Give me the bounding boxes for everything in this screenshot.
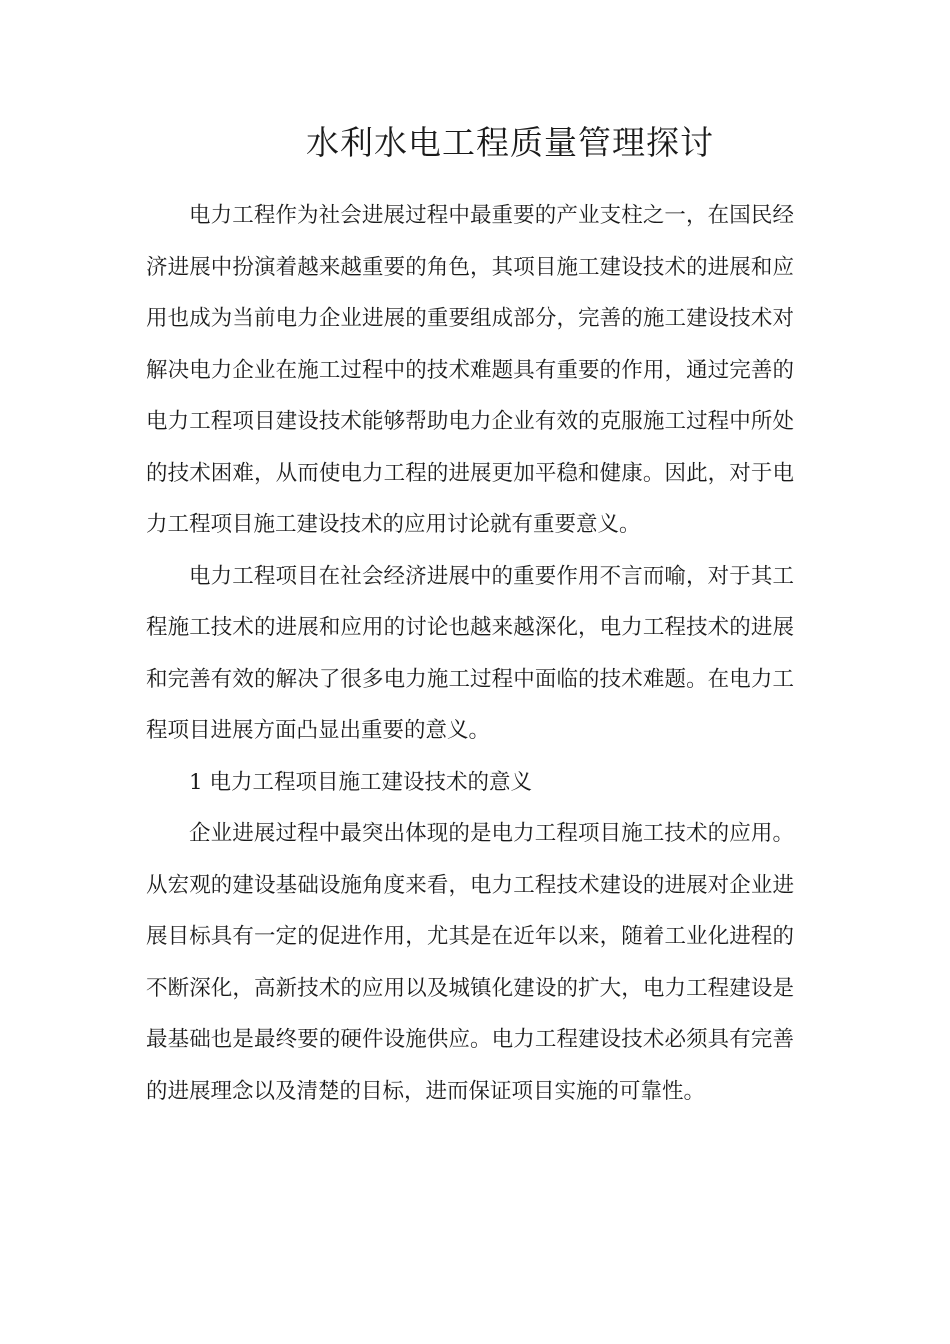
paragraph-intro: 电力工程作为社会进展过程中最重要的产业支柱之一，在国民经济进展中扮演着越来越重要的角色，其项目施工建设技术的进展和应用也成为当前电力企业进展的重要组成部分，完善的施工建设技术对解决电力企业在施工过程中的技术难题具有重要的作用，通过完善的电力工程项目建设技术能够帮助电力企业有效的克服施工过程中所处的技术困难，从而使电力工程的进展更加平稳和健康。因此，对于电力工程项目施工建设技术的应用讨论就有重要意义。	[146, 203, 794, 537]
paragraph-section-1: 企业进展过程中最突出体现的是电力工程项目施工技术的应用。从宏观的建设基础设施角度来看，电力工程技术建设的进展对企业进展目标具有一定的促进作用，尤其是在近年以来，随着工业化进程的不断深化，高新技术的应用以及城镇化建设的扩大，电力工程建设是最基础也是最终要的硬件设施供应。电力工程建设技术必须具有完善的进展理念以及清楚的目标，进而保证项目实施的可靠性。	[146, 821, 794, 1104]
document-title: 水利水电工程质量管理探讨	[306, 123, 714, 162]
paragraph-importance: 电力工程项目在社会经济进展中的重要作用不言而喻，对于其工程施工技术的进展和应用的讨论也越来越深化，电力工程技术的进展和完善有效的解决了很多电力施工过程中面临的技术难题。在电力工程项目进展方面凸显出重要的意义。	[146, 563, 794, 743]
section-heading: 1 电力工程项目施工建设技术的意义	[189, 769, 533, 795]
document-body	[146, 190, 794, 1117]
